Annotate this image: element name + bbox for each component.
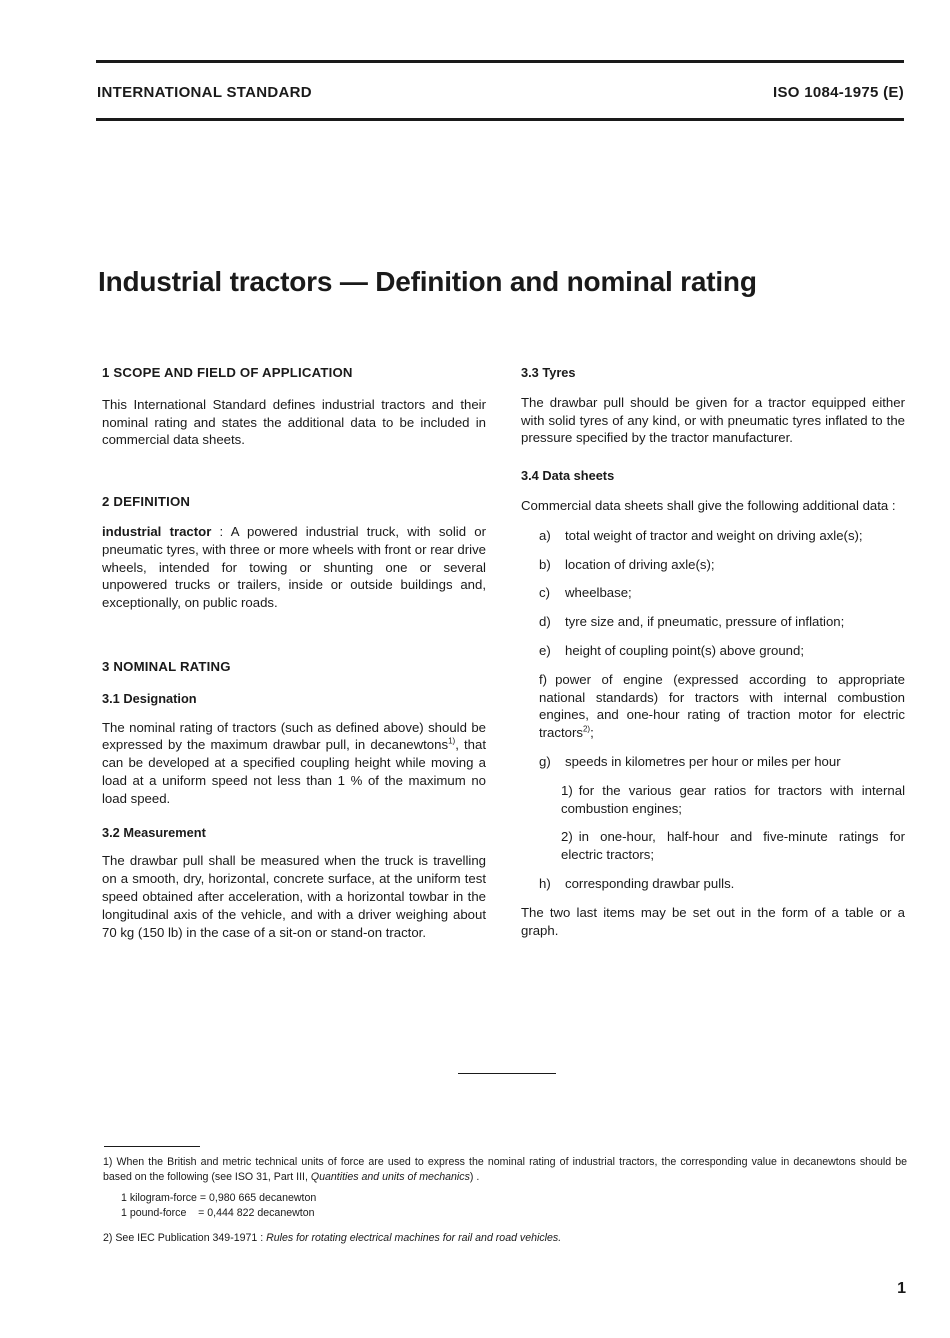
item-text: height of coupling point(s) above ground; [565,642,805,658]
document-title: Industrial tractors — Definition and nominal rating [98,266,757,297]
closing-text: The two last items may be set out in the form of a table or a graph. [521,904,905,938]
section-3-3-heading: 3.3 Tyres [521,365,576,380]
designation-text-a: The nominal rating of tractors (such as defined above) should be expressed by the maximum drawbar pull, in decanewtons [102,719,486,753]
section-3-2-text: The drawbar pull shall be measured when the truck is travelling on a smooth, dry, horizontal, concrete surface, at the uniform test speed obtained after acceleration, with a horizontal towbar in the longitudinal axis of the vehicle, and with a driver weighing about 70 kg (150 lb) in the case of a sit-on or stand-on tractor. [102,853,486,940]
conversion-kilogram-force: 1 kilogram-force = 0,980 665 decanewton [121,1192,317,1204]
speed-subitems [521,782,905,864]
data-sheet-items [521,527,905,771]
item-label: d) [539,614,551,630]
item-label: a) [539,527,551,543]
item-text: tyre size and, if pneumatic, pressure of inflation; [565,614,845,630]
section-1-text: This International Standard defines industrial tractors and their nominal rating and states the additional data to be included in commercial data sheets. [102,396,486,448]
item-text: for the various gear ratios for tractors with internal combustion engines; [561,782,905,816]
item-text: total weight of tractor and weight on driving axle(s); [565,527,863,543]
right-column [521,364,905,939]
footnote-ref-1: 1) [448,736,456,746]
item-text: speeds in kilometres per hour or miles per hour [565,753,841,769]
footnote-ref-2: 2) [582,724,591,734]
list-item [521,556,905,574]
list-item [521,613,905,631]
list-item [521,642,905,660]
item-text: in one-hour, half-hour and five-minute ratings for electric tractors; [561,829,905,863]
section-3-1-text [102,719,486,808]
header-standard-type: INTERNATIONAL STANDARD [97,84,312,101]
footnote-2-text: 2) See IEC Publication 349-1971 : [103,1232,267,1244]
item-label: f) [539,671,548,687]
item-label: h) [539,875,551,891]
item-label: 1) [561,782,573,798]
list-item [521,875,905,893]
section-3-1-heading: 3.1 Designation [102,690,197,706]
section-3-2-heading: 3.2 Measurement [102,824,206,840]
item-text: wheelbase; [565,585,632,601]
list-item [521,584,905,602]
section-3-heading: 3 NOMINAL RATING [102,658,231,674]
definition-text: : A powered industrial truck, with solid or pneumatic tyres, with three or more wheels with front or rear drive wheels, intended for towing or shunting one or several unpowered trucks or trailers, inside or outside buildings and, exceptionally, on public roads. [102,523,486,611]
item-label: e) [539,642,551,658]
page-number: 1 [897,1280,906,1297]
header-bottom-rule [96,118,904,121]
footnote-1-title: Quantities and units of mechanics [310,1171,470,1183]
list-item [561,828,905,864]
item-text: power of engine (expressed according to appropriate national standards) for tractors with internal combustion engines, and one-hour rating of traction motor for electric tractors [539,671,905,741]
section-2-text [102,523,486,612]
list-item [539,671,905,742]
item-label: c) [539,585,550,601]
footnote-2 [103,1231,907,1246]
section-3-4-intro: Commercial data sheets shall give the following additional data : [521,497,896,513]
list-item [561,782,905,818]
header-top-rule [96,60,904,63]
section-3-4-heading: 3.4 Data sheets [521,468,615,484]
item-label: b) [539,556,551,572]
section-divider [458,1073,556,1074]
footnotes [103,1155,907,1246]
footnote-1-text: 1) When the British and metric technical units of force are used to express the nominal rating of industrial tractors, the corresponding value in decanewtons should be based on the following (see ISO 31, Part III, [103,1156,907,1183]
item-text: corresponding drawbar pulls. [565,875,735,891]
defined-term: industrial tractor [102,523,212,539]
header-standard-number: ISO 1084-1975 (E) [772,84,904,101]
item-text-end: ; [590,725,594,741]
item-label: 2) [561,829,573,845]
section-2-heading: 2 DEFINITION [102,494,191,510]
footnote-rule [104,1146,200,1147]
item-text: location of driving axle(s); [565,556,715,572]
item-label: g) [539,753,551,769]
footnote-1 [103,1155,907,1185]
footnote-2-title: Rules for rotating electrical machines for rail and road vehicles. [266,1232,562,1244]
section-1-heading: 1 SCOPE AND FIELD OF APPLICATION [102,365,353,380]
section-3-3-text: The drawbar pull should be given for a tractor equipped either with solid tyres of any kind, or with pneumatic tyres inflated to the pressure specified by the tractor manufacturer. [521,394,905,446]
conversion-pound-force: 1 pound-force = 0,444 822 decanewton [121,1207,315,1219]
unit-conversions [121,1191,907,1221]
footnote-1-end: ) . [469,1171,480,1183]
left-column [102,364,486,941]
list-item [521,527,905,545]
list-item [521,753,905,771]
designation-text-b: , that can be developed at a specified coupling height while moving a load at a uniform speed not less than 1 % of the maximum no load speed. [102,737,487,806]
data-sheet-items-end [521,875,905,893]
